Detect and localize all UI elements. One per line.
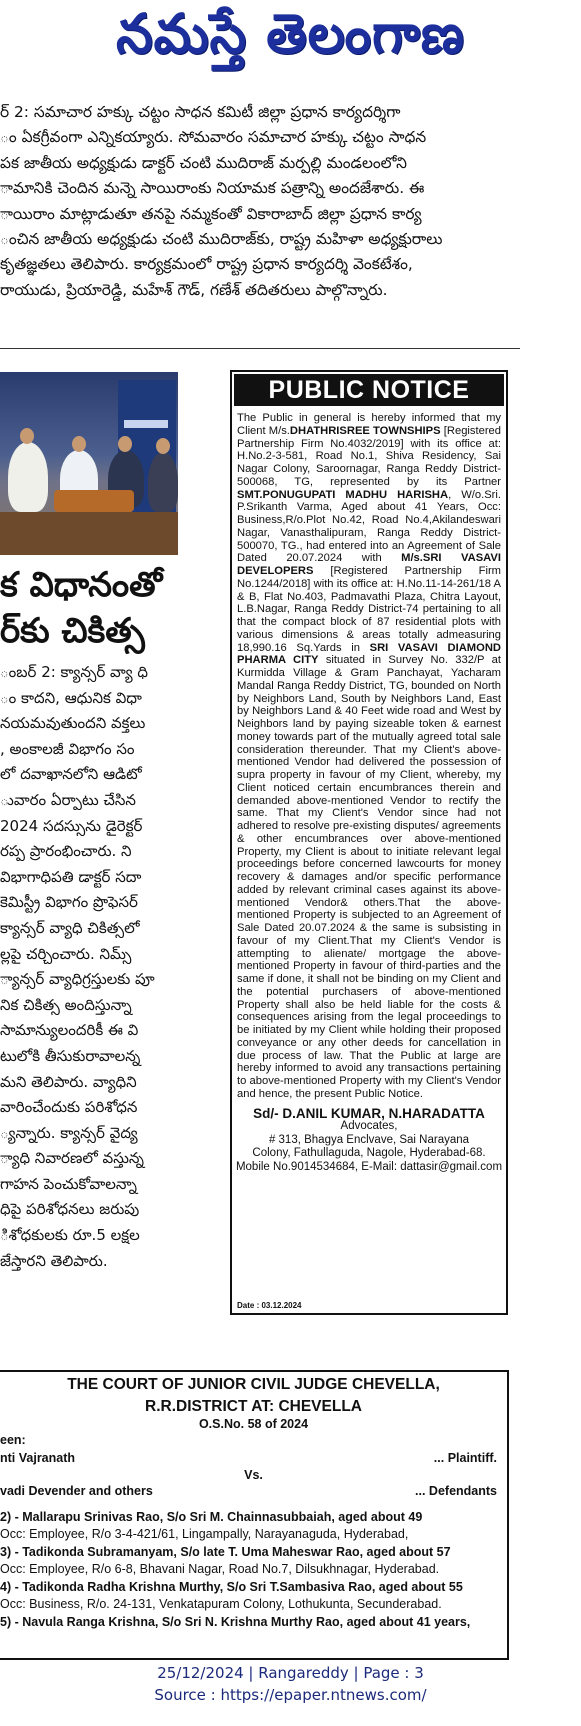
body-line: మని తెలిపారు. వ్యాధిని — [0, 1072, 137, 1091]
body-line: 2024 సదస్సును డైరెక్టర్ — [0, 816, 143, 835]
public-notice-body: The Public in general is hereby informed that my Client M/s.DHATHRISREE TOWNSHIPS [Registered Partnership Firm No.4032/2019] with its office at: H.No.2-3-581, Road No.1, Shiva Residency, Sai Nagar Colony, Saroornagar, Ranga Reddy District-500068, TG, represented by its Partner SMT.PONUGUPATI MADHU HARISHA, W/o.Sri. P.Srikanth Varma, Aged about 41 Years, Occ: Business,R/o.Plot No.42, Road No.4,Akilandeswari Nagar, Vanasthalipuram, Ranga Reddy District-500070, TG., had entered into an Agreement of Sale Dated 20.07.2024 with M/s.SRI VASAVI DEVELOPERS [Registered Partnership Firm No.1244/2018] with its office at: H.No.11-14-261/18 A & B, Flat No.403, Padmavathi Plaza, Chitra Layout, L.B.Nagar, Ranga Reddy District-74 pertaining to all that the compact block of 87 residential plots with various dimensions & areas totally admeasuring 18,990.16 Sq.Yards in SRI VASAVI DIAMOND PHARMA CITY situated in Survey No. 332/P at Kurmidda Village & Gram Panchayat, Yacharam Mandal Ranga Reddy District, TG, bounded on North by Neighbors Land, South by Neighbors Land, East by Neighbors Land & 40 Feet wide road and West by Neighbors land by paying sizeable token & earnest money towards part of the mutually agreed total sale consideration thereunder. That my Client's above-mentioned Vendor had delivered the possession of supra property in favour of my Client, whereby, my Client noticed certain encumbrances therein and demanded above-mentioned Vendor to rectify the same. That my Client's Vendor since had not adhered to resolve pre-existing disputes/ agreements & other encumbrances over above-mentioned Property, my Client is about to initiate relevant legal proceedings before concerned lawcourts for money recovery & damages and/or specific performance added by relevant criminal cases against its above-mentioned Vendor& others.That the above-mentioned Property is subjected to an Agreement of Sale Dated 20.07.2024 & the same is subsisting in favour of my Client.That my Client's Vendor is attempting to alienate/ mortgage the above-mentioned Property in favour of third-parties and the same if done, it shall not be binding on my Client and the potential purchasers of above-mentioned Property shall also be held liable for the costs & consequences arising from the legal proceedings to be initiated by my Client while holding their proposed conveyance or any other deeds for cancellation in due process of law. That the Public at large are hereby informed to avoid any transactions pertaining to above-mentioned Property with my Client's Vendor and hence, the present Public Notice. — [237, 412, 501, 1100]
body-line: లో దవాఖానలోని ఆడిటో — [0, 765, 142, 784]
notice-address-line: Colony, Fathullaguda, Nagole, Hyderabad-68. — [252, 1147, 486, 1159]
defendant-entry: 4) - Tadikonda Radha Krishna Murthy, S/o Sri T.Sambasiva Rao, aged about 55 — [0, 1579, 463, 1594]
defendant-entry: Occ: Employee, R/o 3-4-421/61, Lingampally, Narayanaguda, Hyderabad, — [0, 1527, 409, 1541]
notice-address-line: # 313, Bhagya Enclvave, Sai Narayana — [268, 1133, 470, 1146]
notice-contact: Mobile No.9014534684, E-Mail: dattasir@gmail.com — [235, 1160, 503, 1173]
speaker-figure — [8, 442, 48, 512]
article-line: కృతజ్ఞతలు తెలిపారు. కార్యక్రమంలో రాష్ట్ర ప్రధాన కార్యదర్శి వెంకటేశం, — [0, 255, 413, 274]
body-line: రప్ప ప్రారంభించారు. ని — [0, 842, 132, 861]
stage-table — [54, 490, 134, 512]
source-url[interactable]: Source : https://epaper.ntnews.com/ — [154, 1686, 427, 1704]
body-line: ్యాన్సర్ వ్యాధిగ్రస్తులకు పూ — [0, 970, 155, 989]
body-line: కెమిస్ట్రీ విభాగం ప్రొఫెసర్ — [0, 893, 138, 912]
defendant-entry: 5) - Navula Ranga Krishna, S/o Sri N. Krishna Murthy Rao, aged about 41 years, — [0, 1614, 471, 1629]
newspaper-title: నమస్తే తెలంగాణ — [116, 2, 465, 67]
versus-label: Vs. — [244, 1468, 263, 1482]
body-line: విభాగాధిపతి డాక్టర్ సదా — [0, 867, 142, 886]
body-line: , అంకాలజీ విభాగం సం — [0, 739, 135, 758]
body-line: ిశోధకులకు రూ.5 లక్షల — [0, 1226, 140, 1245]
page-footer — [0, 1662, 581, 1706]
article-line: ాయిరాం మాట్లాడుతూ తనపై నమ్మకంతో వికారాబాద్ జిల్లా ప్రధాన కార్య — [0, 204, 422, 223]
notice-signoff — [232, 1107, 506, 1175]
speaker-head — [20, 428, 34, 444]
body-line: జేస్తారని తెలిపారు. — [0, 1251, 108, 1270]
speaker-head — [118, 436, 132, 452]
defendant-entry: Occ: Business, R/o. 24-131, Venkatapuram Colony, Lothukunta, Secunderabad. — [0, 1597, 442, 1611]
body-line: నిక చికిత్స అందిస్తున్నా — [0, 995, 132, 1014]
notice-signer: Sd/- D.ANIL KUMAR, N.HARADATTA — [253, 1105, 485, 1121]
between-label: een: — [0, 1433, 26, 1447]
plaintiff-row — [0, 1450, 507, 1468]
notice-date: Date : 03.12.2024 — [237, 1301, 302, 1310]
speaker-head — [156, 438, 170, 454]
public-notice — [230, 370, 508, 1315]
notice-designation: Advocates, — [340, 1120, 398, 1132]
edition-info: 25/12/2024 | Rangareddy | Page : 3 — [157, 1664, 424, 1682]
plaintiff-name: nti Vajranath — [0, 1450, 76, 1465]
body-line: ల్లపై చర్చించారు. నిమ్స్ — [0, 944, 132, 963]
article-line: ామానికి చెందిన మన్నె సాయిరాంకు నియామక పత్రాన్ని అందజేశారు. ఈ — [0, 179, 425, 198]
body-line: నయమవుతుందని వక్తలు — [0, 714, 146, 733]
court-title: THE COURT OF JUNIOR CIVIL JUDGE CHEVELLA, — [67, 1376, 440, 1393]
body-line: వారించేందుకు పరిశోధన — [0, 1098, 138, 1117]
headline-line: క విధానంతో — [0, 565, 163, 605]
article-body — [0, 660, 212, 1274]
court-notice — [0, 1370, 509, 1660]
body-line: ్యాధి నివారణలో వస్తున్న — [0, 1149, 144, 1168]
body-line: ్యన్నారు. క్యాన్సర్ వైద్య — [0, 1123, 138, 1142]
article-line: ం ఏకగ్రీవంగా ఎన్నికయ్యారు. సోమవారం సమాచార హక్కు చట్టం సాధన — [0, 128, 427, 147]
defendant-entry: 2) - Mallarapu Srinivas Rao, S/o Sri M. Chainnasubbaiah, aged about 49 — [0, 1509, 423, 1524]
article-line: ంచిన జాతీయ అధ్యక్షుడు చంటి ముదిరాజ్‌కు, రాష్ట్ర మహిళా అధ్యక్షురాలు — [0, 229, 443, 248]
article-line: రాయుడు, ప్రియారెడ్డి, మహేశ్ గౌడ్, గణేశ్ తదితరులు పాల్గొన్నారు. — [0, 280, 388, 299]
defendant-role: ... Defendants — [415, 1484, 497, 1498]
speaker-head — [72, 436, 86, 452]
article-headline — [0, 562, 210, 654]
headline-line: ర్‌కు చికిత్స — [0, 611, 145, 651]
body-line: సామాన్యులందరికీ ఈ వి — [0, 1021, 139, 1040]
body-line: ంబర్ 2: క్యాన్సర్ వ్యా ధి — [0, 663, 148, 681]
body-line: టులోకి తీసుకురావాలన్న — [0, 1046, 141, 1065]
public-notice-title: PUBLIC NOTICE — [234, 374, 504, 406]
body-line: ం కాదని, ఆధునిక విధా — [0, 688, 142, 707]
defendant-entry: Occ: Employee, R/o 6-8, Bhavani Nagar, Road No.7, Dilsukhnagar, Hyderabad. — [0, 1562, 440, 1576]
speaker-figure — [148, 452, 178, 512]
masthead — [0, 0, 581, 80]
article-line: పక జాతీయ అధ్యక్షుడు డాక్టర్ చంటి ముదిరాజ్ మర్పల్లి మండలంలోని — [0, 153, 407, 172]
article-line: ర్ 2: సమాచార హక్కు చట్టం సాధన కమిటీ జిల్లా ప్రధాన కార్యదర్శిగా — [0, 103, 401, 121]
stage-floor — [0, 512, 178, 555]
body-line: ువారం ఏర్పాటు చేసిన — [0, 790, 136, 809]
body-line: గాహన పెంచుకోవాలన్నా — [0, 1174, 137, 1193]
court-district: R.R.DISTRICT AT: CHEVELLA — [145, 1398, 362, 1415]
body-line: ధిపై పరిశోధనలు జరుపు — [0, 1200, 140, 1219]
conference-photo — [0, 372, 178, 555]
defendant-entry: 3) - Tadikonda Subramanyam, S/o late T. Uma Maheswar Rao, aged about 57 — [0, 1544, 451, 1559]
section-divider — [0, 348, 520, 349]
defendant-name: vadi Devender and others — [0, 1484, 153, 1498]
top-article — [0, 100, 520, 303]
case-number: O.S.No. 58 of 2024 — [198, 1417, 309, 1431]
plaintiff-role: ... Plaintiff. — [433, 1450, 497, 1465]
body-line: క్యాన్సర్ వ్యాధి చికిత్సలో — [0, 918, 140, 937]
defendant-row — [0, 1483, 507, 1501]
